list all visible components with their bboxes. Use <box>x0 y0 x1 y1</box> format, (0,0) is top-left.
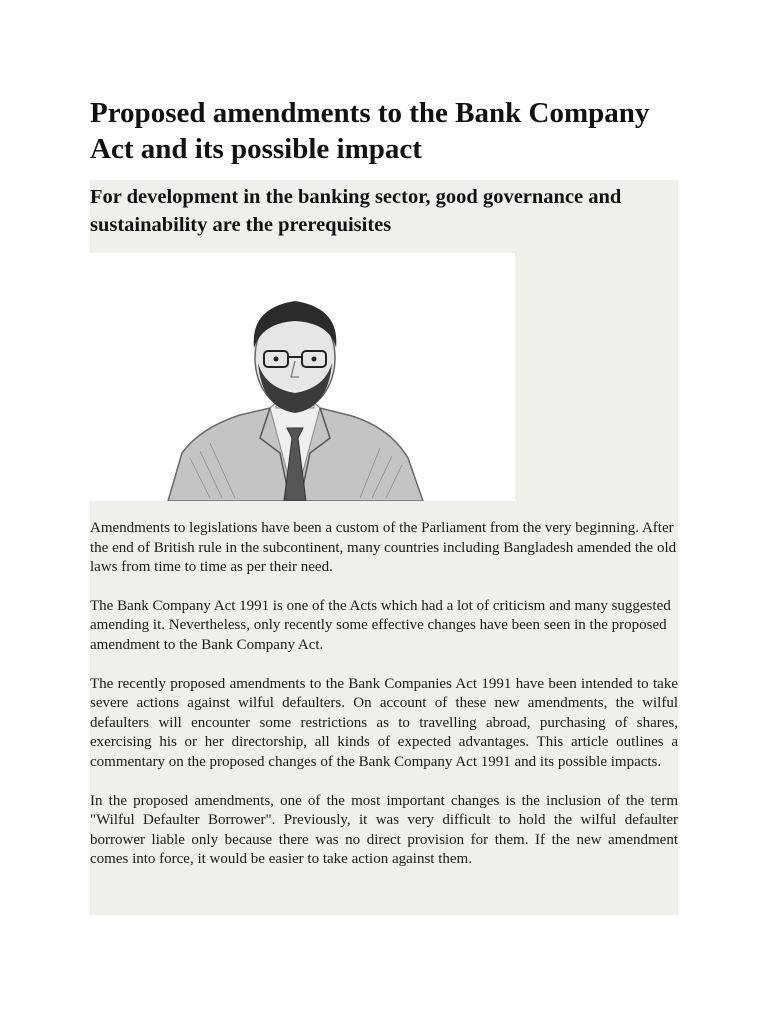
paragraph-3: The recently proposed amendments to the Bank Companies Act 1991 have been intended to take severe actions against wilful defaulters. On account of these new amendments, the wilful defaulters will encounter some restrictions as to travelling abroad, purchasing of shares, exercising his or her directorship, all kinds of expected advantages. This article outlines a commentary on the proposed changes of the Bank Company Act 1991 and its possible impacts. <box>90 675 678 770</box>
portrait-sketch-icon <box>90 253 515 501</box>
article-subtitle: For development in the banking sector, good governance and sustainability are the prerequisites <box>90 186 622 236</box>
paragraph-2: The Bank Company Act 1991 is one of the Acts which had a lot of criticism and many suggested amending it. Nevertheless, only recently some effective changes have been seen in the proposed amendment to the Bank Company Act. <box>90 597 671 653</box>
paragraph-4: In the proposed amendments, one of the most important changes is the inclusion of the term "Wilful Defaulter Borrower". Previously, it was very difficult to hold the wilful defaulter borrower liable only because there was no direct provision for them. If the new amendment comes into force, it would be easier to take action against them. <box>90 792 678 868</box>
article-body <box>90 519 678 889</box>
author-illustration <box>90 253 515 501</box>
article-title: Proposed amendments to the Bank Company Act and its possible impact <box>90 97 650 165</box>
paragraph-1: Amendments to legislations have been a custom of the Parliament from the very beginning. After the end of British rule in the subcontinent, many countries including Bangladesh amended the old laws from time to time as per their need. <box>90 520 677 576</box>
